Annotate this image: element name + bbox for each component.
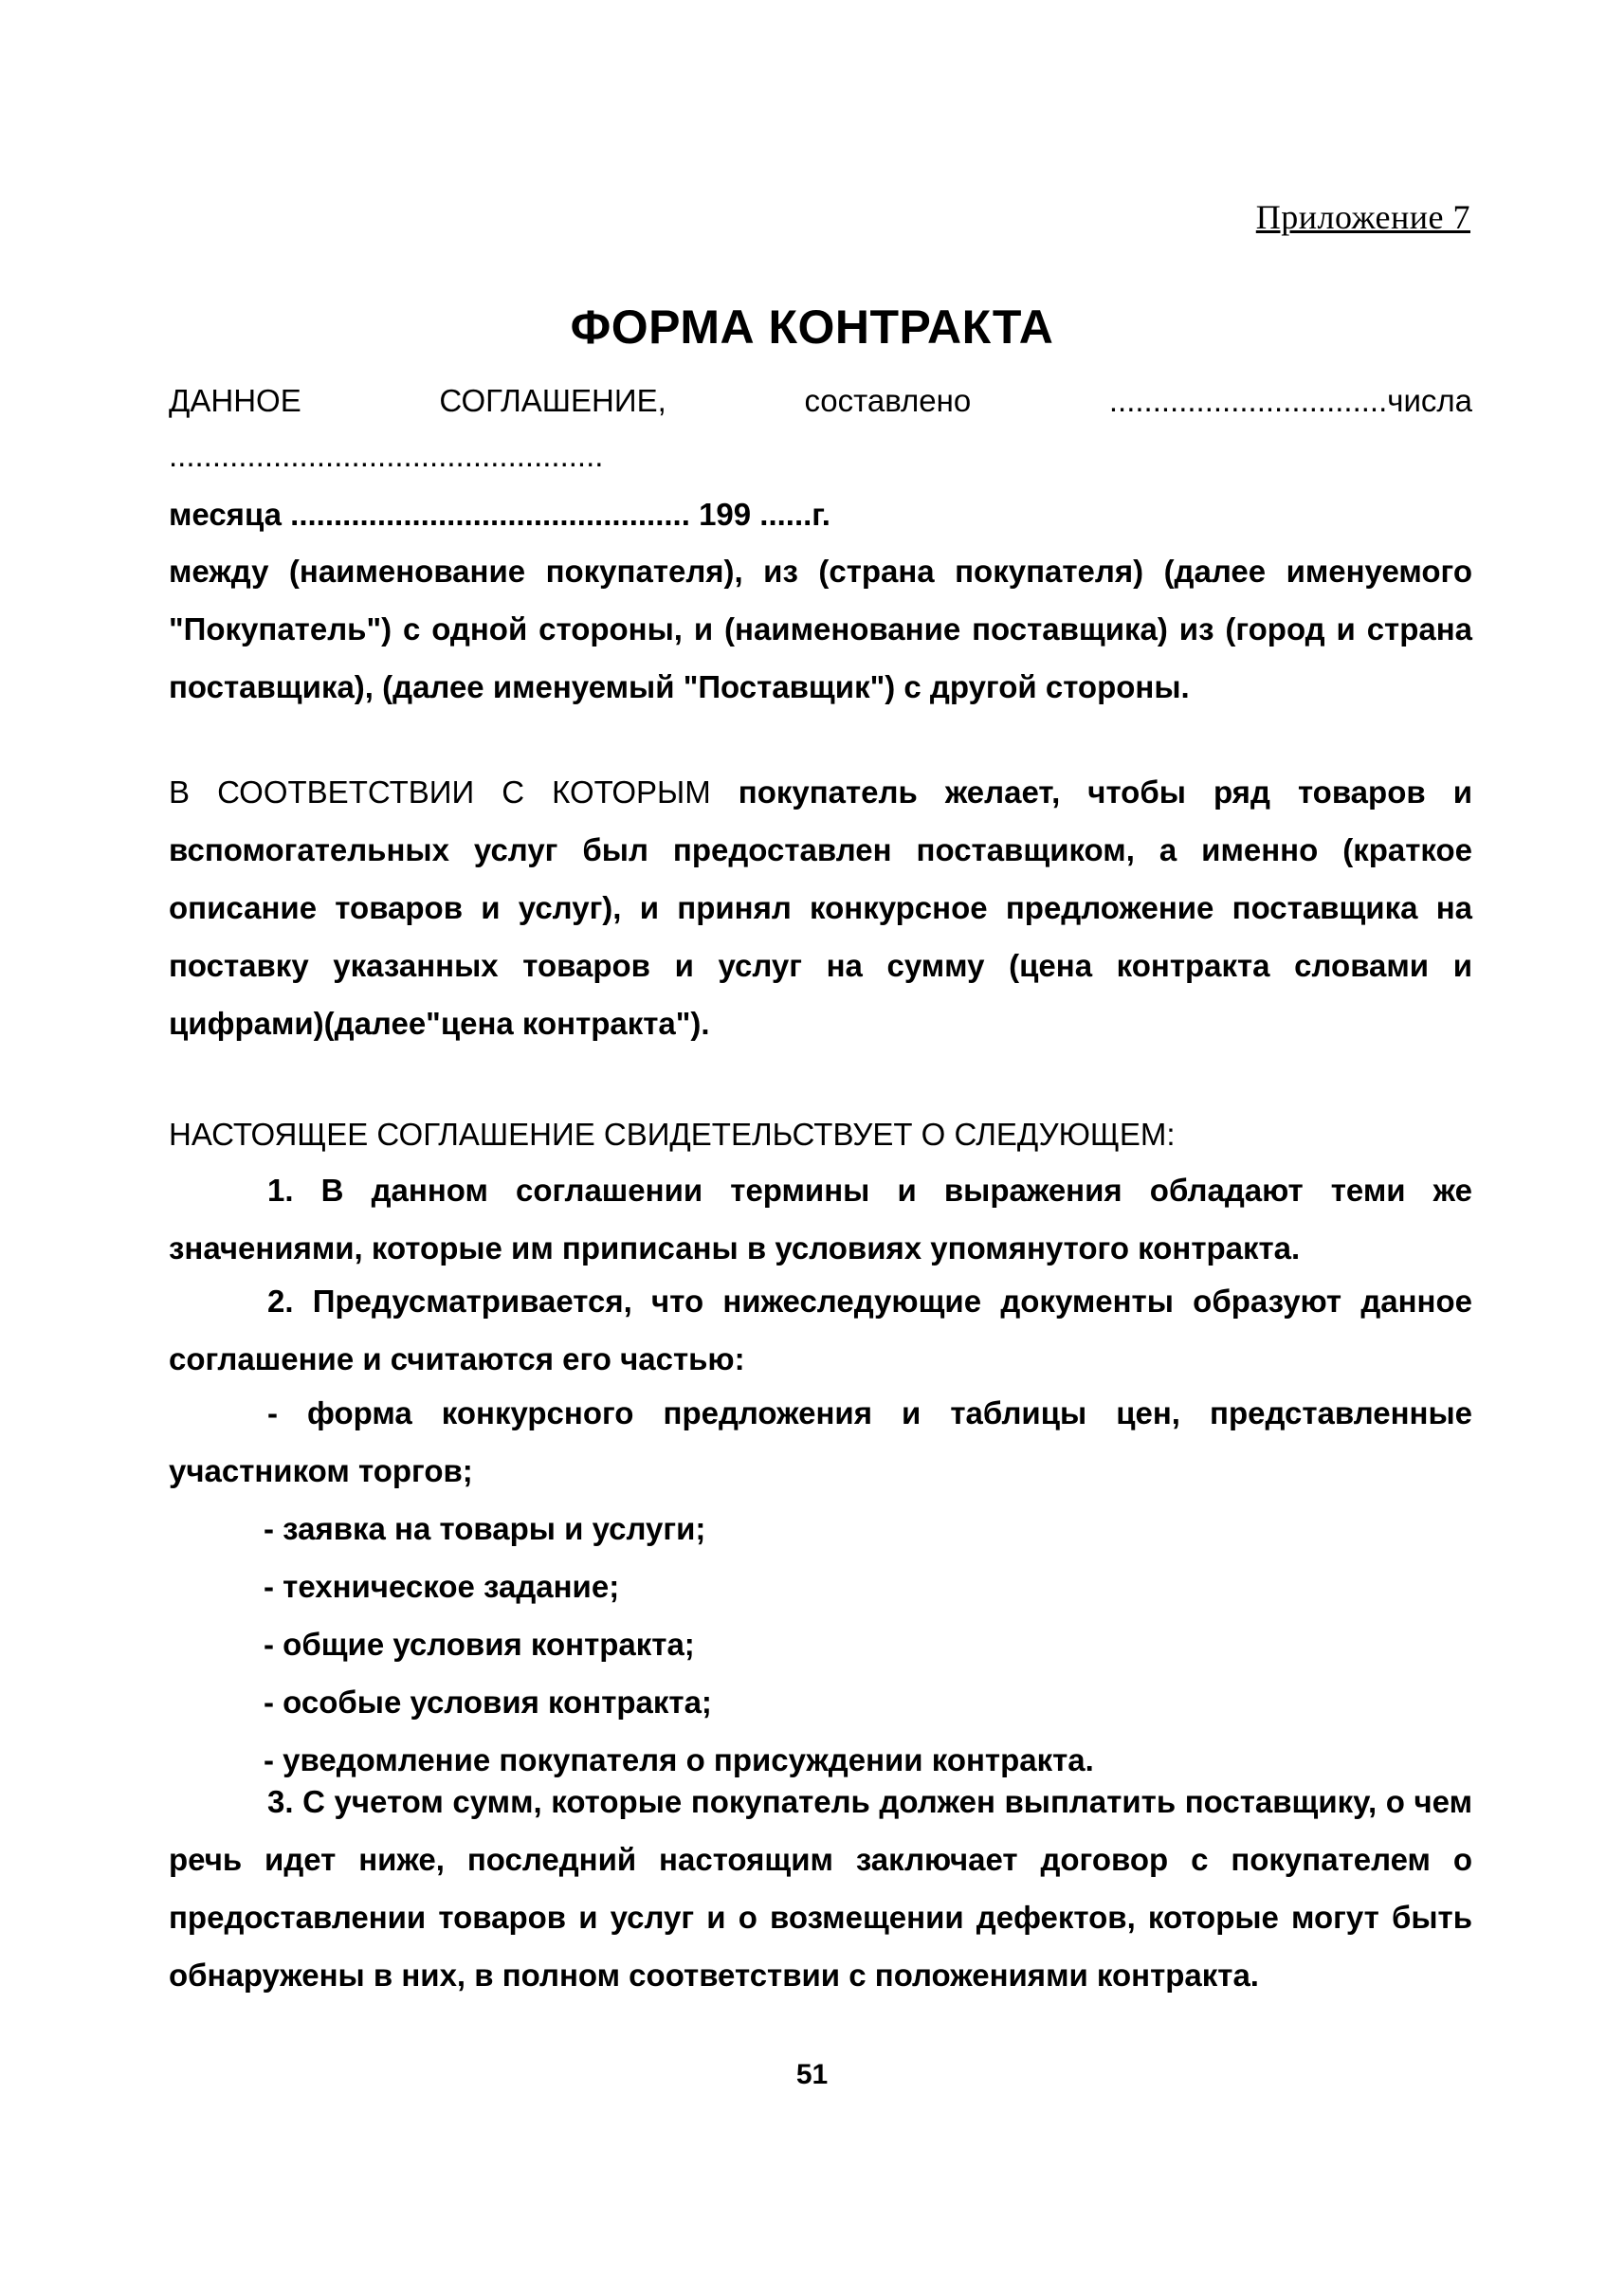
document-title: ФОРМА КОНТРАКТА — [570, 301, 1054, 354]
appendix-label: Приложение 7 — [1255, 198, 1470, 236]
preamble-dots-line: .................................................. — [169, 438, 604, 473]
page-number: 51 — [795, 2059, 829, 2090]
agreement-heading: НАСТОЯЩЕЕ СОГЛАШЕНИЕ СВИДЕТЕЛЬСТВУЕТ О СЛЕДУЮЩЕМ: — [169, 1117, 1176, 1152]
document-list-item: - особые условия контракта; — [264, 1685, 712, 1720]
document-list-item: - общие условия контракта; — [264, 1627, 695, 1662]
document-list-item: - форма конкурсного предложения и таблицы цен, представленные участником торгов; — [169, 1395, 1472, 1488]
document-list-item: - заявка на товары и услуги; — [264, 1511, 706, 1546]
preamble-month-line: месяца .............................................. 199 ......г. — [169, 497, 830, 532]
document-list-item: - техническое задание; — [264, 1569, 620, 1604]
document-list-item: - уведомление покупателя о присуждении контракта. — [264, 1742, 1094, 1777]
preamble-first-line — [169, 372, 1472, 429]
whereas-lead: В СООТВЕТСТВИИ С КОТОРЫМ — [169, 774, 711, 810]
clause-2: 2. Предусматривается, что нижеследующие документы образуют данное соглашение и считаются его частью: — [169, 1284, 1472, 1376]
documents-list — [169, 1384, 1472, 1789]
preamble-word-2: СОГЛАШЕНИЕ, — [439, 383, 666, 418]
preamble — [169, 372, 1472, 429]
clause-1: 1. В данном соглашении термины и выражения обладают теми же значениями, которые им приписаны в условиях упомянутого контракта. — [169, 1173, 1472, 1266]
clause-3: 3. С учетом сумм, которые покупатель должен выплатить поставщику, о чем речь идет ниже, последний настоящим заключает договор с покупателем о предоставлении товаров и услуг и о возмещении дефектов, которые могут быть обнаружены в них, в полном соответствии с положениями контракта. — [169, 1784, 1472, 1993]
preamble-word-3: составлено — [804, 383, 972, 418]
whereas-paragraph — [169, 763, 1472, 1052]
preamble-word-1: ДАННОЕ — [169, 383, 301, 418]
preamble-word-4: ................................числа — [1108, 383, 1472, 418]
whereas-text: покупатель желает, чтобы ряд товаров и вспомогательных услуг был предоставлен поставщиком, а именно (краткое описание товаров и услуг), и принял конкурсное предложение поставщика на поставку указанных товаров и услуг на сумму (цена контракта словами и цифрами)(далее"цена контракта"). — [169, 774, 1472, 1041]
preamble-parties: между (наименование покупателя), из (страна покупателя) (далее именуемого "Покупатель") с одной стороны, и (наименование поставщика) из (город и страна поставщика), (далее именуемый "Поставщик") с другой стороны. — [169, 554, 1472, 704]
